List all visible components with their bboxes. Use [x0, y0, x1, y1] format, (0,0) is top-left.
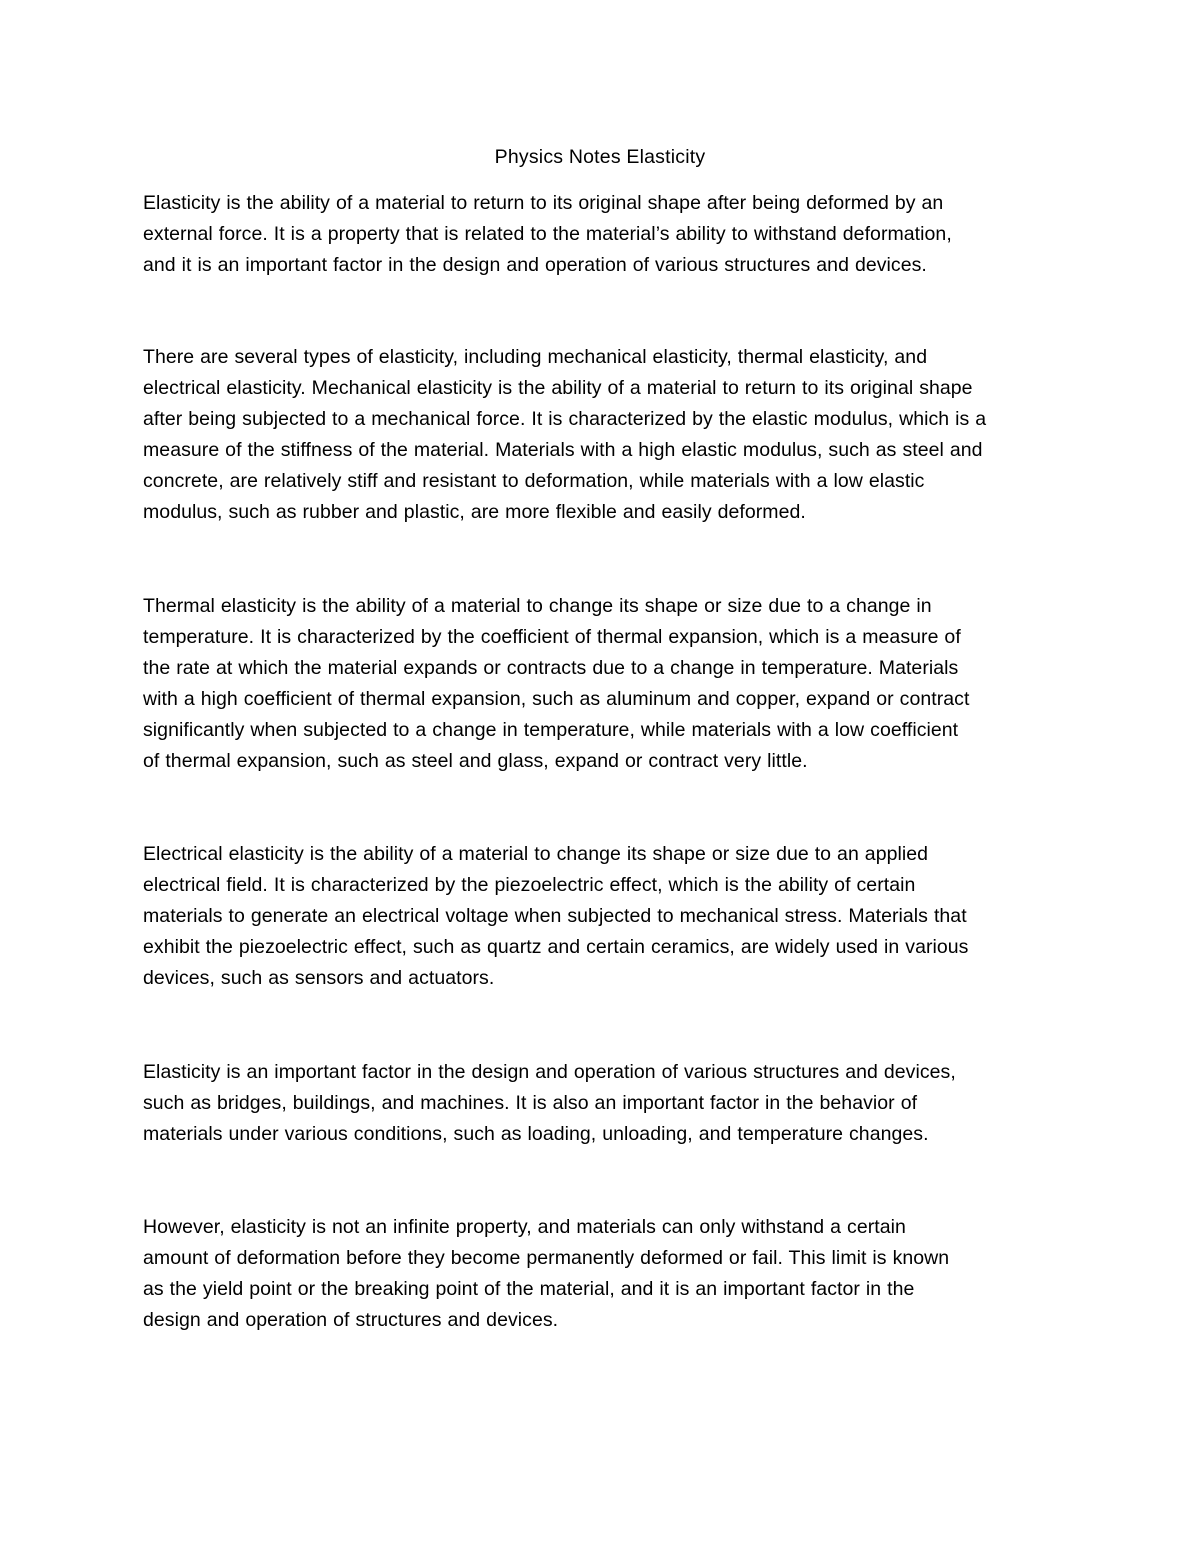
paragraph-line: electrical elasticity. Mechanical elasticity is the ability of a material to return to its original shape: [143, 377, 973, 399]
paragraph-line: such as bridges, buildings, and machines. It is also an important factor in the behavior of: [143, 1092, 918, 1114]
paragraph-line: Thermal elasticity is the ability of a material to change its shape or size due to a change in: [143, 595, 932, 617]
paragraph-importance: [143, 1057, 1063, 1150]
paragraph-line: with a high coefficient of thermal expansion, such as aluminum and copper, expand or contract: [143, 688, 970, 710]
paragraph-line: external force. It is a property that is related to the material’s ability to withstand deformation,: [143, 223, 952, 245]
paragraph-line: devices, such as sensors and actuators.: [143, 967, 495, 989]
paragraph-line: There are several types of elasticity, including mechanical elasticity, thermal elasticity, and: [143, 346, 928, 368]
paragraph-line: the rate at which the material expands or contracts due to a change in temperature. Materials: [143, 657, 959, 679]
paragraph-line: Electrical elasticity is the ability of a material to change its shape or size due to an applied: [143, 843, 929, 865]
paragraph-line: design and operation of structures and devices.: [143, 1309, 559, 1331]
paragraph-line: concrete, are relatively stiff and resistant to deformation, while materials with a low elastic: [143, 470, 925, 492]
paragraph-electrical-elasticity: [143, 839, 1063, 994]
paragraph-line: exhibit the piezoelectric effect, such as quartz and certain ceramics, are widely used in various: [143, 936, 969, 958]
paragraph-line: temperature. It is characterized by the coefficient of thermal expansion, which is a measure of: [143, 626, 961, 648]
paragraph-line: materials under various conditions, such as loading, unloading, and temperature changes.: [143, 1123, 929, 1145]
paragraph-types-mechanical: [143, 342, 1063, 528]
paragraph-line: measure of the stiffness of the material. Materials with a high elastic modulus, such as steel and: [143, 439, 983, 461]
paragraph-line: materials to generate an electrical voltage when subjected to mechanical stress. Materials that: [143, 905, 967, 927]
paragraph-line: Elasticity is the ability of a material to return to its original shape after being deformed by an: [143, 192, 944, 214]
paragraph-line: significantly when subjected to a change in temperature, while materials with a low coefficient: [143, 719, 959, 741]
paragraph-line: Elasticity is an important factor in the design and operation of various structures and devices,: [143, 1061, 956, 1083]
paragraph-line: amount of deformation before they become permanently deformed or fail. This limit is known: [143, 1247, 950, 1269]
paragraph-elasticity-definition: [143, 188, 1063, 281]
paragraph-limits: [143, 1212, 1063, 1336]
paragraph-line: of thermal expansion, such as steel and glass, expand or contract very little.: [143, 750, 808, 772]
paragraph-line: However, elasticity is not an infinite property, and materials can only withstand a certain: [143, 1216, 906, 1238]
paragraph-line: electrical field. It is characterized by the piezoelectric effect, which is the ability of certain: [143, 874, 916, 896]
document-title: Physics Notes Elasticity: [494, 146, 706, 168]
paragraph-line: modulus, such as rubber and plastic, are more flexible and easily deformed.: [143, 501, 806, 523]
paragraph-thermal-elasticity: [143, 591, 1063, 777]
paragraph-line: and it is an important factor in the design and operation of various structures and devices.: [143, 254, 927, 276]
paragraph-line: as the yield point or the breaking point of the material, and it is an important factor in the: [143, 1278, 915, 1300]
paragraph-line: after being subjected to a mechanical force. It is characterized by the elastic modulus, which is a: [143, 408, 987, 430]
